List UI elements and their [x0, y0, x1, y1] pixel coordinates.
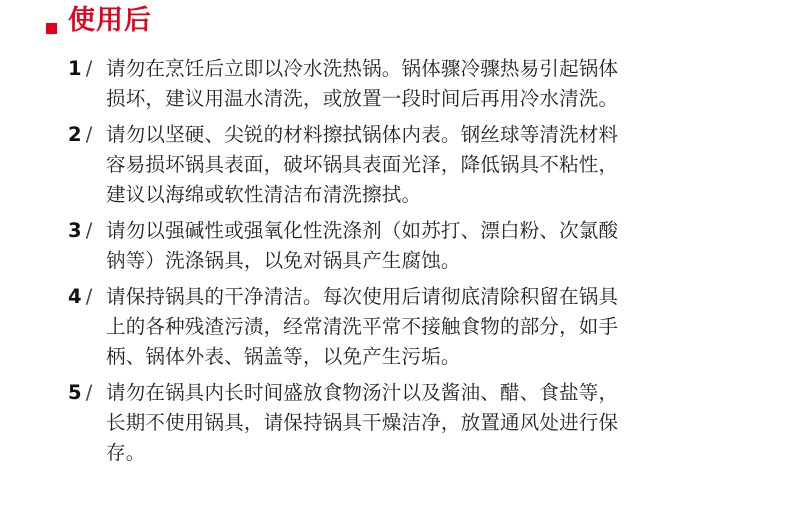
item-text-line: 请勿以坚硬、尖锐的材料擦拭锅体内表。钢丝球等清洗材料 [106, 123, 619, 146]
item-number-slash: / [85, 285, 93, 308]
item-number-digit: 2 [68, 123, 82, 146]
item-number [68, 216, 106, 246]
item-number-digit: 3 [68, 219, 82, 242]
item-text-line: 长期不使用锅具，请保持锅具干燥洁净，放置通风处进行保 [106, 411, 619, 434]
item-number [68, 282, 106, 312]
item-text-line: 容易损坏锅具表面，破坏锅具表面光泽，降低锅具不粘性， [106, 153, 619, 176]
item-number-digit: 1 [68, 57, 82, 80]
item-number-slash: / [85, 123, 93, 146]
list-item [68, 282, 728, 372]
item-text-line: 存。 [106, 441, 146, 464]
item-number [68, 378, 106, 408]
item-text-line: 请勿在锅具内长时间盛放食物汤汁以及酱油、醋、食盐等， [106, 381, 619, 404]
instruction-list [68, 54, 728, 474]
list-item [68, 378, 728, 468]
list-item [68, 216, 728, 276]
item-number-slash: / [85, 57, 93, 80]
item-text-line: 损坏，建议用温水清洗，或放置一段时间后再用冷水清洗。 [106, 87, 619, 110]
list-item [68, 120, 728, 210]
item-number-slash: / [85, 381, 93, 404]
item-number [68, 120, 106, 150]
item-text-line: 柄、锅体外表、锅盖等，以免产生污垢。 [106, 345, 461, 368]
item-text-line: 建议以海绵或软性清洁布清洗擦拭。 [106, 183, 422, 206]
item-number-digit: 5 [68, 381, 82, 404]
section-header [46, 4, 152, 38]
list-item [68, 54, 728, 114]
page-title: 使用后 [68, 5, 152, 36]
item-number-slash: / [85, 219, 93, 242]
item-text-line: 钠等）洗涤锅具，以免对锅具产生腐蚀。 [106, 249, 461, 272]
item-text-line: 请勿以强碱性或强氧化性洗涤剂（如苏打、漂白粉、次氯酸 [106, 219, 619, 242]
title-square-marker [46, 23, 57, 34]
item-number-digit: 4 [68, 285, 82, 308]
item-number [68, 54, 106, 84]
item-text-line: 请勿在烹饪后立即以冷水洗热锅。锅体骤冷骤热易引起锅体 [106, 57, 619, 80]
item-text-line: 请保持锅具的干净清洁。每次使用后请彻底清除积留在锅具 [106, 285, 619, 308]
item-text-line: 上的各种残渣污渍，经常清洗平常不接触食物的部分，如手 [106, 315, 619, 338]
